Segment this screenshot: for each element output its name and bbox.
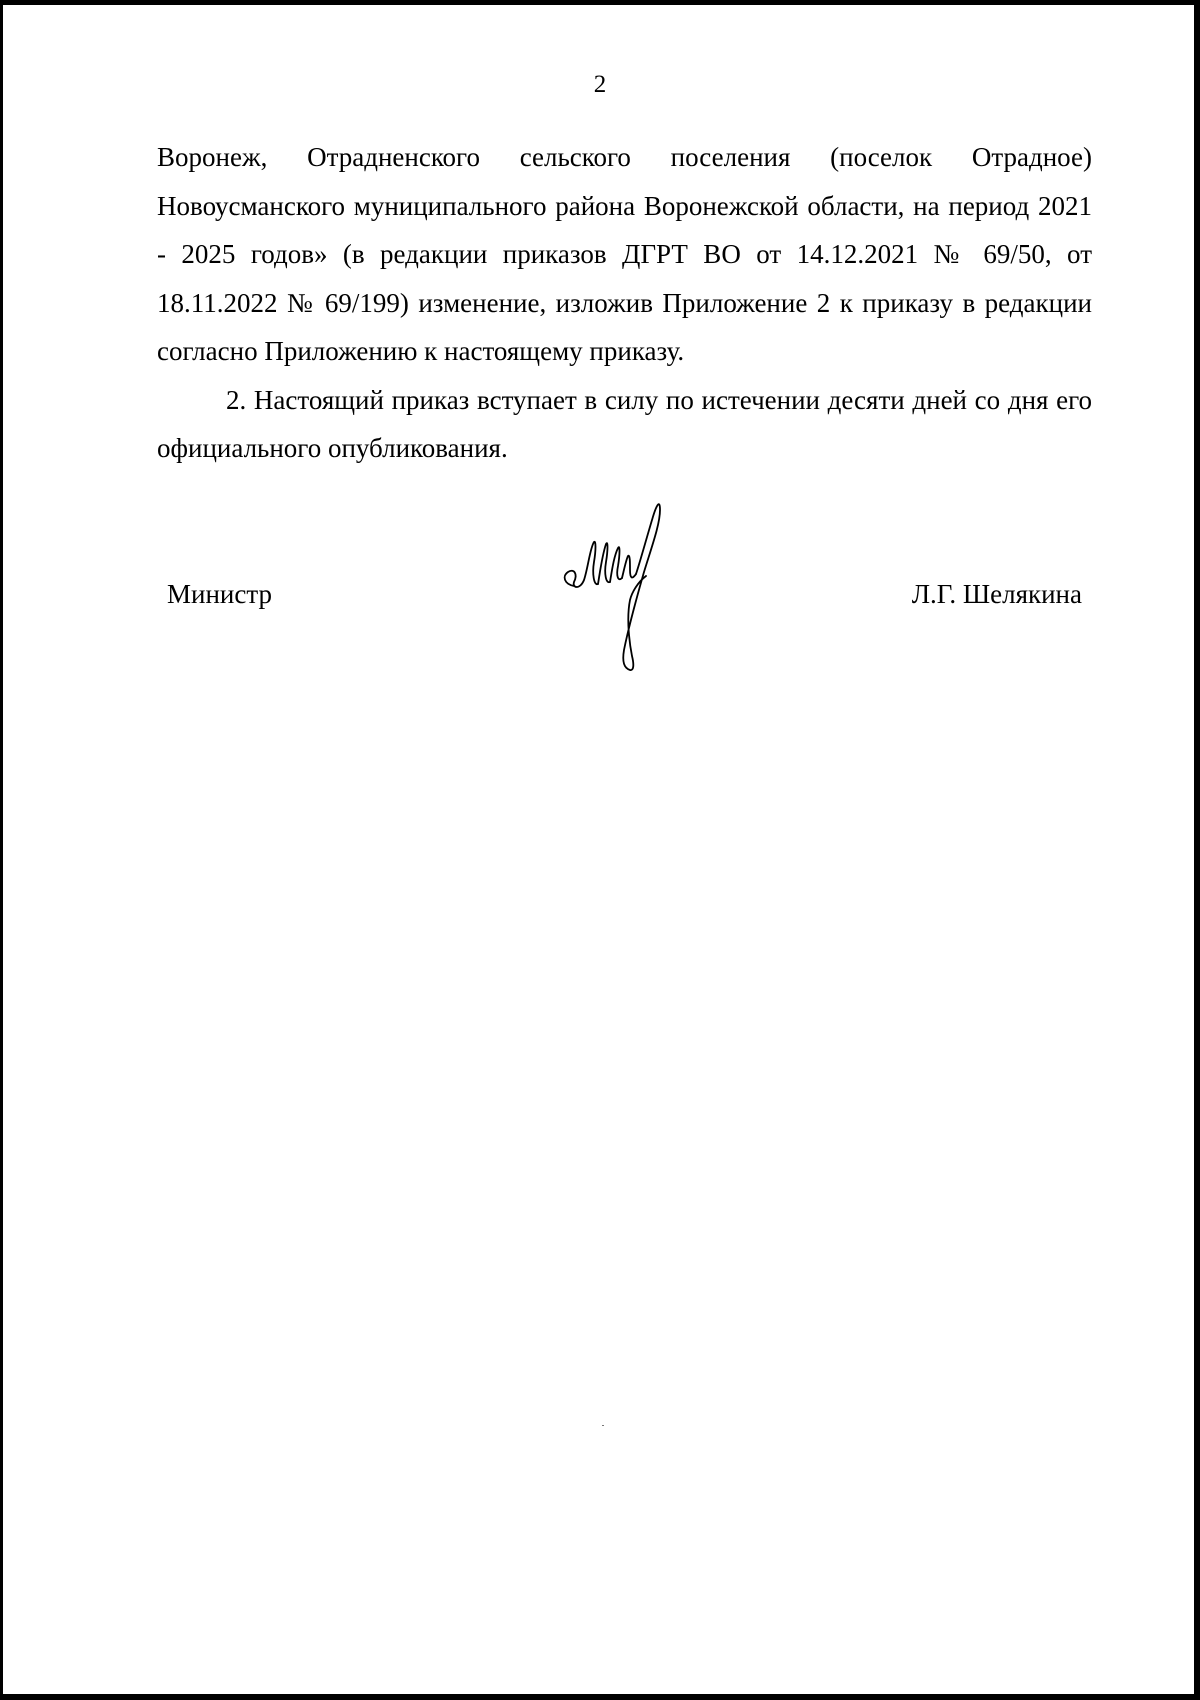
document-body xyxy=(157,133,1092,473)
page-number: 2 xyxy=(593,71,607,98)
signatory-title: Министр xyxy=(167,579,272,609)
scan-artifact xyxy=(602,1425,604,1426)
handwritten-signature xyxy=(560,500,672,676)
paragraph-continuation: Воронеж, Отрадненского сельского поселения (поселок Отрадное) Новоусманского муниципального района Воронежской области, на период 2021 - 2025 годов» (в редакции приказов ДГРТ ВО от 14.12.2021 № 69/50, от 18.11.2022 № 69/199) изменение, изложив Приложение 2 к приказу в редакции согласно Приложению к настоящему приказу. xyxy=(157,142,1092,366)
signatory-name: Л.Г. Шелякина xyxy=(911,579,1082,609)
paragraph-effective-date: 2. Настоящий приказ вступает в силу по истечении десяти дней со дня его официального опубликования. xyxy=(157,384,1092,463)
